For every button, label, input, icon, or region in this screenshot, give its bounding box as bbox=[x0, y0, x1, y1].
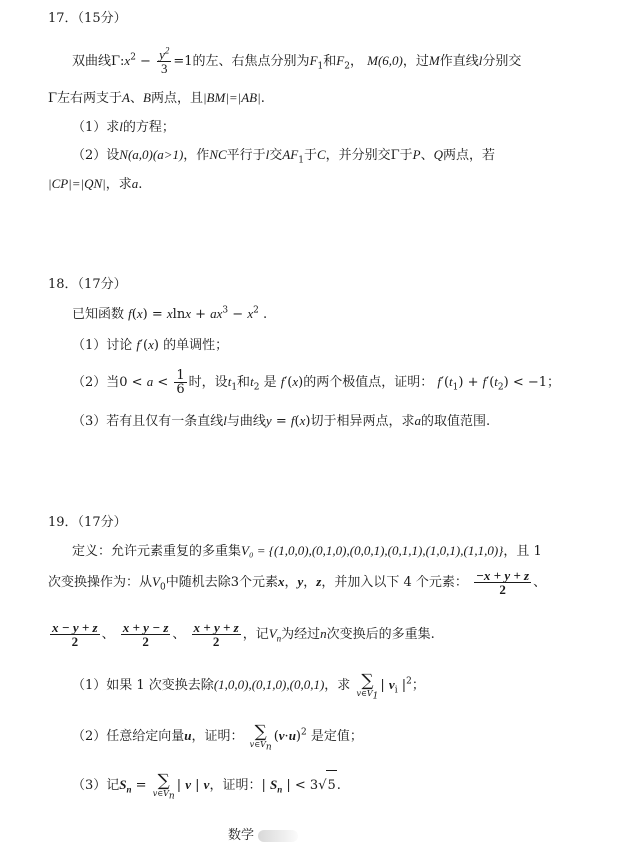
q19-definition-line1: 定义：允许元素重复的多重集V₀ = {(1,0,0),(0,1,0),(0,0,1),(0,1,1),(1,0,1),(1,1,0)}，且 1 bbox=[72, 543, 542, 559]
q18-function-def: 已知函数 $f(x) = xlnx + ax^3 - x^2$ . bbox=[72, 305, 268, 322]
q17-subquestion-1: （1）求l的方程； bbox=[72, 119, 175, 135]
q19-subquestion-2: （2）任意给定向量u，证明： ∑ $v\in V_n$ $(v\cdot u)^2$ 是定值； bbox=[72, 722, 363, 753]
q17-paragraph-line2: Γ左右两支于A、B两点，且|BM|=|AB|. bbox=[48, 90, 265, 106]
q19-definition-line2: 次变换操作为：从$V_0$中随机去除3个元素x，y，z，并加入以下 4 个元素： $\frac{-x + y + z}{2}$ 、 bbox=[48, 568, 547, 597]
q17-paragraph-line1: 双曲线$\Gamma:x^2$ − $\frac{y^2}{3}$ =1的左、右焦点分别为$F_1$和$F_2$， M(6,0)，过M作直线l分别交 bbox=[72, 45, 522, 76]
q19-definition-line3: $\frac{x - y + z}{2}$ 、 $\frac{x + y - z}{2}$ 、 $\frac{x + y + z}{2}$ ，记$V_n$为经过n次变换后的多重集. bbox=[52, 620, 435, 649]
sum-symbol-3: ∑ $v\in V_n$ bbox=[152, 771, 175, 802]
one-sixth-fraction: $\frac{1}{6}$ bbox=[176, 368, 185, 397]
new-element-fraction-1: $\frac{-x + y + z}{2}$ bbox=[476, 568, 530, 597]
new-element-fraction-4: $\frac{x + y + z}{2}$ bbox=[193, 620, 239, 649]
q17-subquestion-2: （2）设N(a,0)(a>1)，作NC平行于l交$AF_1$于C，并分别交Γ于P、Q两点，若 bbox=[72, 147, 496, 166]
q18-subquestion-1: （1）讨论 f′(x) 的单调性； bbox=[72, 337, 229, 353]
q18-header: 18．（17分） bbox=[48, 277, 127, 292]
hyperbola-fraction: $\frac{y^2}{3}$ bbox=[159, 45, 170, 76]
q18-subquestion-2: （2）当0 < a < $\frac{1}{6}$ 时，设$t_1$和$t_2$ 是 f′(x)的两个极值点，证明： $f'(t_1) + f'(t_2) < -1$； bbox=[72, 368, 561, 397]
q17-subquestion-2-cont: |CP|=|QN|，求a. bbox=[48, 176, 143, 192]
sum-symbol-2: ∑ $v\in V_n$ bbox=[249, 722, 272, 753]
q19-subquestion-3: （3）记$S_n$ = ∑ $v\in V_n$ | v | v，证明：| $S_n$ | < 3√5. bbox=[72, 771, 341, 802]
sum-symbol-1: ∑ $v\in V_1$ bbox=[356, 671, 379, 702]
footer-blur bbox=[258, 830, 298, 842]
new-element-fraction-2: $\frac{x - y + z}{2}$ bbox=[52, 620, 98, 649]
footer-subject-label: 数学 bbox=[228, 824, 298, 843]
q19-subquestion-1: （1）如果 1 次变换去除(1,0,0),(0,1,0),(0,0,1)，求 ∑ $v\in V_1$ | $v_i$ $|^2$； bbox=[72, 671, 425, 702]
q17-header: 17．（15分） bbox=[48, 11, 127, 26]
new-element-fraction-3: $\frac{x + y - z}{2}$ bbox=[122, 620, 169, 649]
q18-subquestion-3: （3）若有且仅有一条直线l与曲线y = f(x)切于相异两点，求a的取值范围. bbox=[72, 413, 491, 429]
q19-header: 19．（17分） bbox=[48, 515, 127, 530]
